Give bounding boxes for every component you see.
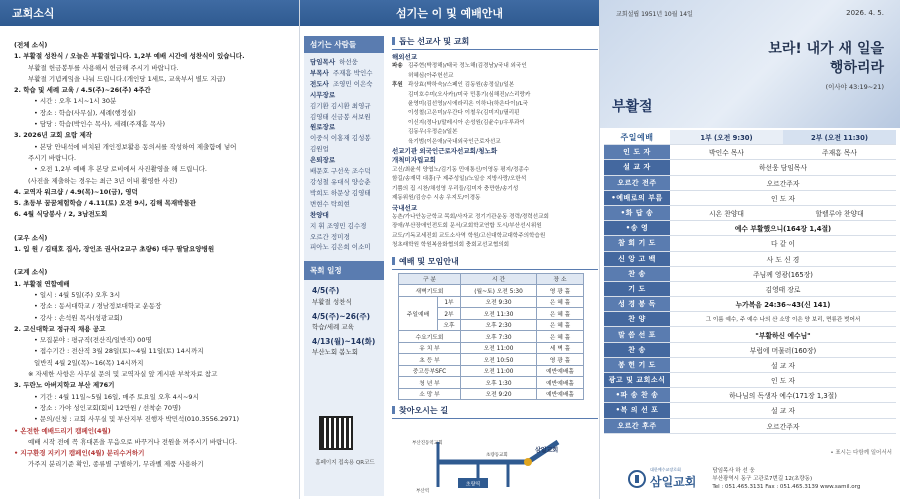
minister-row [310,232,380,243]
news-line: 3. 두란노 아버지학교 부산 제76기 [14,381,115,390]
minister-row [310,57,380,68]
minister-row [310,79,380,90]
bulletin-date: 2026. 4. 5. [846,9,884,17]
meeting-time: 오전 11:00 [461,365,537,377]
mission-row [392,128,598,137]
worship-item-label: •복 의 선 포 [604,403,670,417]
news-line: • 장소 : 동서대학교 / 경남정보대학교 운동장 [34,302,162,311]
worship-row [604,191,896,206]
ministers-title: 섬기는 사람들 [304,36,384,53]
minister-role: 전도사 [310,79,329,88]
worship-row [604,160,896,175]
ministers-list [304,53,384,253]
service-2: 2부 (오전 11:30) [783,130,896,144]
worship-item-label: 성 경 봉 독 [604,297,670,311]
worship-item-label: •화 답 송 [604,206,670,220]
directions-map [398,432,588,494]
bulletin-title [768,40,884,78]
mission-names: 곽상효(박하숙)/스페인 김동원(송정실)/일본 [408,82,515,89]
meeting-name: 초 등 부 [399,354,461,366]
news-line: 가주지 분리기준 확인, 종류별 구별하기, 무라벨 제품 사용하기 [28,460,204,469]
worship-info-header: 섬기는 이 및 예배안내 [300,0,599,26]
mission-row [392,138,598,147]
schedule-event: 부활절 성찬식 [312,297,352,306]
worship-item-label: 찬 송 [604,343,670,357]
news-line: • 일시 : 4월 5일(주) 오후 3시 [34,290,121,299]
worship-item-label: 설 교 자 [604,160,670,174]
mission-type: 파송 [392,63,403,70]
news-line: (사진을 제출하는 경우는 최근 3년 이내 촬영한 사진) [28,176,178,185]
worship-row [604,176,896,191]
worship-item-value: 인 도 자 [770,377,796,386]
missions-title: 돕는 선교사 및 교회 [392,36,598,50]
mission-type [392,119,408,128]
mission-names: 김미호수미(오사카)/미국 민흥기(심해진)/스리랑카 [408,91,531,98]
worship-item-label: 찬 양 [604,312,670,326]
worship-item-value: 하나님의 독생자 예수(171장 1,3절) [729,392,837,401]
worship-item-value: 사 도 신 경 [766,255,800,264]
minister-row [310,242,380,253]
meeting-time: 오전 9:20 [461,388,537,400]
minister-role: 담임목사 [310,58,336,66]
worship-item-value: 박인수 목사 [709,149,744,158]
news-line [14,221,287,227]
news-line: • 담당 : 학습(박인수 목사), 세례(주재흠 목사) [34,120,166,129]
worship-item-value: 오르간주자 [766,422,800,431]
news-line: • 장소 : 가야 성인교회(회비 12만원 / 선착순 70명) [34,403,181,412]
worship-item-value: 할렐루야 찬양대 [815,210,864,219]
table-row [399,365,584,377]
worship-row [604,312,896,327]
mission-names: 이신지(정나)/말레시아 손성원(김윤수)/우루과이 [408,119,525,126]
table-row [399,296,584,308]
mission-row [392,62,598,71]
table-row [399,388,584,400]
bulletin-number: 교회설립 1951년 10월 14일 [616,11,693,18]
domestic-mission-line: 청초래학원 학원복음화협의회 충회교선교협의회 [392,242,510,249]
minister-names: 이중식 이홍재 김성봉 [310,134,371,143]
worship-row [604,388,896,403]
meeting-place: 세 벽 홀 [537,342,584,354]
worship-row [604,403,896,418]
minister-role: 원로장로 [310,123,336,132]
worship-item-label: 신 앙 고 백 [604,252,670,266]
meeting-title: 예배 및 모임안내 [392,256,598,270]
schedule-date: 4/5(주) [312,286,340,296]
worship-item-label: 참 회 기 도 [604,236,670,250]
schedule-date: 4/5(주)~26(주) [312,311,371,321]
mission-row [392,109,598,118]
worship-item-value: 오르간주자 [766,179,800,188]
meeting-place: 은 혜 홀 [537,331,584,343]
news-line: • 기간 : 4월 11일~5월 16일, 매주 토요일 오후 4시~9시 [34,392,199,401]
meeting-name: 새벽기도회 [399,285,461,297]
worship-item-value: 하선웅 담임목사 [758,164,808,173]
worship-row [604,267,896,282]
news-line: ※ 자세한 사항은 사무실 문의 및 교역자실 앞 게시판 부착자료 참고 [28,370,218,379]
meeting-time: 오전 11:00 [461,342,537,354]
schedule-title: 목회 일정 [304,261,384,280]
pastor-name: 담임목사 하 선 웅 [712,467,755,474]
schedule-date: 4/13(월)~14(화) [312,336,376,346]
worship-header-row [604,130,896,145]
worship-item-value: 설 교 자 [770,407,796,416]
mission-row [392,72,598,81]
worship-row [604,343,896,358]
minister-row [310,101,380,112]
mission-names: 육기범(이은애)/국내외국인근로자선교 [408,138,501,145]
map-church-dot [524,458,532,466]
meeting-time: (월~토) 오전 5:30 [461,285,537,297]
missions-category: 해외선교 [392,53,418,61]
missions-category: 개척미자립교회 [392,156,436,165]
mission-type: 후원 [392,82,403,89]
worship-item-value: 누가복음 24:36~43(신 141) [735,301,831,310]
minister-names: 박희도 하문상 김영태 [310,188,371,197]
schedule-event: 학습/세례 교육 [312,323,354,332]
mission-names: 윤영미(김선영)/시에라리온 이하나(하은다이)/L국 [408,101,529,108]
church-logo-icon [628,470,646,488]
news-body [0,26,299,471]
minister-row [310,199,380,210]
news-line: • 오전 1,2부 예배 후 본당 로비에서 사진촬영을 해 드립니다. [34,165,207,174]
worship-item-value: 시온 찬양대 [709,210,744,219]
worship-item-label: 봉 헌 기 도 [604,358,670,372]
meeting-time: 오전 10:50 [461,354,537,366]
worship-row [604,252,896,267]
news-header: 교회소식 [0,0,299,26]
worship-item-label: 오르간 후주 [604,419,670,433]
meeting-place: 은 혜 홀 [537,308,584,320]
news-line: 3. 2026년 교회 요람 제작 [14,131,93,140]
church-logo [628,467,696,490]
mission-type [392,91,408,100]
meeting-name: 유 치 부 [399,342,461,354]
mission-type [392,100,408,109]
meeting-time: 오후 2:30 [461,319,537,331]
mission-row [392,100,598,109]
minister-row [310,144,380,155]
news-line: 부활절 헌금봉투를 사용해서 헌금해 주시기 바랍니다. [28,63,179,72]
news-line: 2. 고신대학교 정규직 채용 공고 [14,324,106,333]
worship-item-value: 김영태 장로 [765,285,801,294]
church-plant-line: 기쁨의 집 시찬/채성영 우리들/김미자 충만한/송기성 [392,185,519,192]
news-line: 1. 부활절 연합예배 [14,279,70,288]
worship-row [604,358,896,373]
minister-names: 지 휘 조영민 김수경 [310,221,367,230]
news-line: • 강사 : 손석원 목사(성광교회) [34,313,123,322]
minister-row [310,122,380,133]
worship-item-label: 인 도 자 [604,145,670,159]
map-church: 삼일교회 [535,447,559,454]
meeting-name: 수요기도회 [399,331,461,343]
worship-row [604,419,896,434]
meeting-part: 2부 [437,308,460,320]
feast-name: 부활절 [612,99,653,115]
meeting-col-header: 시 간 [461,273,537,285]
meeting-name: 청 년 부 [399,377,461,389]
news-line: 1. 부활절 성찬식 / 오늘은 부활절입니다. 1,2부 예배 시간에 성찬식이 있습니다. [14,52,245,61]
meeting-place: 영 광 홀 [537,354,584,366]
mission-type [392,128,408,137]
map-station: 초량역 [465,481,481,488]
qr-code-icon[interactable] [319,416,353,450]
minister-names: 변현수 탁희현 [310,199,350,208]
title-line-2: 행하리라 [829,60,884,76]
mission-row [392,81,598,90]
minister-row [310,221,380,232]
worship-item-label: 기 도 [604,282,670,296]
map-title: 찾아오시는 길 [392,405,598,419]
address: 부산광역시 동구 고관로7번길 12(초량동) [712,475,813,482]
worship-item-label: 찬 송 [604,267,670,281]
mission-org: 선교기관 외국인근로자선교회/청노화 [392,147,498,156]
mission-names: 김주현(박정해)/태국 정노해(김경남)/국내 외국인 [408,63,527,70]
news-line: 부활절 기념케잌을 나눠 드립니다.(개인당 1세트, 교육부서 별도 지급) [28,74,226,83]
table-row [399,331,584,343]
schedule-list [304,280,384,358]
meeting-part: 오후 [437,319,460,331]
worship-item-value: 그 이름 예수, 주 예수 나의 산 소망 이은 양 보리, 면류관 벗어서 [705,317,861,324]
minister-role: 시무장로 [310,90,336,99]
missions-body [392,53,598,251]
domestic-mission-line: 교도/기독교세진회 교도소사역 학원/고신대학교대학주의학습원 [392,232,546,239]
minister-row [310,210,380,221]
worship-row [604,327,896,342]
church-address [712,467,860,491]
meeting-col-header: 구 분 [399,273,461,285]
worship-item-value: 인 도 자 [770,194,796,203]
minister-row [310,155,380,166]
standing-note: • 표시는 다함께 일어서서 [830,450,892,456]
minister-row [310,68,380,79]
mission-names: 허혜심(아주헌선교 [408,72,454,79]
meeting-table [398,273,584,401]
minister-row [310,188,380,199]
worship-item-label: 오르간 전주 [604,176,670,190]
news-column [0,0,300,499]
worship-item-label: •파 송 찬 송 [604,388,670,402]
mission-names: 김동우(우정순)/일본 [408,129,458,136]
news-line: 5. 초등부 꿈꿈체험학습 / 4.11(토) 오전 9시, 김해 목재박물관 [14,199,197,208]
news-line: 2. 학습 및 세례 교육 / 4.5(주)~26(주) 4주간 [14,86,151,95]
minister-names: 김영태 신금봉 서보원 [310,112,371,121]
church-plant-line: 제동위원/김승수 시송 우지도/이경동 [392,195,481,202]
meeting-place: 은 혜 홀 [537,296,584,308]
news-line: • 문의/신청 : 교회 사무실 및 부산지부 진행자 박민석(010.3556.2971) [34,415,240,424]
meeting-part: 1부 [437,296,460,308]
worship-row [604,236,896,251]
worship-row [604,206,896,221]
church-plant-line: 고신/최윤석 양엽노/김기동 민애통신/이영동 평지/정종수 [392,166,530,173]
domestic-mission-line: 장애/부산장애인전도회 문서/교회학교연합 도시/부산선시위원 [392,223,542,230]
meeting-place: 영 광 홀 [537,285,584,297]
minister-row [310,112,380,123]
meeting-time: 오후 7:30 [461,331,537,343]
minister-names: 조영민 이은숙 [332,79,373,88]
worship-item-value: 부럽에 머물러(160장) [749,346,817,355]
church-plant-line: 함길/송재덕 대흥(구 제주성일)/노일승 지방사랑/오한석 [392,176,527,183]
table-row [399,285,584,297]
church-name: 삼일교회 [650,475,697,489]
worship-row [604,221,896,236]
news-line: (교우 소식) [14,233,48,242]
worship-item-value: 다 같 이 [770,240,796,249]
worship-item-label: 말 씀 선 포 [604,327,670,341]
minister-row [310,166,380,177]
meeting-place: 예반예배홀 [537,388,584,400]
meeting-place: 예반예배홀 [537,377,584,389]
worship-item-value: 주님께 영광(165장) [753,270,813,279]
minister-role: 은퇴장로 [310,156,336,165]
domestic-mission-line: 농촌/가나안농군학교 목회/사자교 정기기관운동 경력/경력선교회 [392,213,549,220]
minister-names: 김원업 [310,145,329,154]
news-line: 1. 입 원 / 김태호 집사, 장인조 권사(2교구 초량6) 대구 팔달요양병원 [14,245,215,254]
worship-item-value: 설 교 자 [770,361,796,370]
news-line: • 지구환경 지키기 캠페인(4월) 분리수거하기 [14,449,145,458]
meeting-name: 소 망 부 [399,388,461,400]
minister-names: 오르간 정미경 [310,232,350,241]
news-line: • 접수기간 : 전산직 3월 28일(토)~4월 11일(토) 14시까지 [34,347,204,356]
news-line: • 장소 : 학습(사무실), 세례(행정실) [34,108,136,117]
minister-names: 강성철 유대식 양승춘 [310,177,371,186]
meeting-name: 주일예배 [399,296,438,331]
meeting-name: 중고등부SFC [399,365,461,377]
news-line: 6. 4월 식당봉사 / 2, 3남전도회 [14,210,108,219]
minister-names: 피아노 김은희 이소미 [310,243,371,252]
worship-item-value: 주재흠 목사 [822,149,857,158]
minister-names: 배문호 구선욱 조수덕 [310,167,371,176]
minister-row [310,133,380,144]
news-line: (교계 소식) [14,268,48,277]
contact: Tel : 051.465.3131 Fax : 051.465.3139 www.samil.org [712,483,861,490]
church-footer [600,458,900,499]
news-line: 주시기 바랍니다. [28,153,77,162]
worship-row [604,282,896,297]
news-line: 일반직 4월 2일(목)~16(목) 14시까지 [34,358,144,367]
worship-label: 주일예배 [604,130,670,144]
mission-type [392,138,408,147]
minister-role: 찬양대 [310,210,329,219]
service-1: 1부 (오전 9:30) [670,130,783,144]
worship-row [604,373,896,388]
news-line: • 모집분야 : 평규직(전산직/일반직) 00명 [34,336,152,345]
meeting-time: 오전 9:30 [461,296,537,308]
map-label-1: 부산진동역교회 [412,441,443,446]
meeting-place: 예반예배홀 [537,365,584,377]
worship-item-value: "부활하신 예수님" [755,331,811,340]
meeting-place: 은 혜 홀 [537,319,584,331]
worship-item-label: 광고 및 교회소식 [604,373,670,387]
table-row [399,354,584,366]
map-label-3: 부산역 [416,489,430,494]
map-label-2: 초량동교회 [486,453,508,458]
meeting-time: 오후 1:30 [461,377,537,389]
worship-row [604,145,896,160]
table-row [399,342,584,354]
news-line: (전체 소식) [14,41,48,49]
title-line-1: 보라! 내가 새 일을 [768,41,884,57]
worship-item-value: 예수 부활했으니(164장 1,4절) [734,225,832,234]
worship-item-label: •예배로의 부름 [604,191,670,205]
meeting-time: 오전 11:30 [461,308,537,320]
news-line: • 온전한 예배드리기 캠페인(4월) [14,426,111,435]
mission-type [392,109,408,118]
table-row [399,377,584,389]
worship-order-table [604,130,896,434]
qr-caption: 홈페이지 접속용 QR코드 [315,460,375,466]
missions-category: 국내선교 [392,203,418,212]
news-line [14,255,287,261]
scripture-reference: (이사야 43:19~21) [825,83,884,91]
mission-row [392,91,598,100]
minister-row [310,177,380,188]
minister-row [310,90,380,101]
news-line: 예배 시작 전에 꼭 휴대폰을 무음으로 바꾸거나 전원을 꺼주시기 바랍니다. [28,437,238,446]
mission-type [392,72,408,81]
news-line: 4. 교역자 워크샵 / 4.9(목)~10(금), 영덕 [14,187,138,196]
worship-item-label: •송 영 [604,221,670,235]
schedule-event: 부산노회 봄노회 [312,348,359,357]
mission-row [392,119,598,128]
news-line: • 본당 안내석에 비치된 개인정보활용 동의서를 작성하여 제출함에 넣어 [34,142,237,151]
denomination: 대한예수교장로회 [650,467,681,472]
worship-row [604,297,896,312]
missions-section [392,36,598,422]
mission-names: 이성철(고은미)/우간다 이철우(김미지)/필리핀 [408,110,520,117]
news-line: • 시간 : 오후 1시~1시 30분 [34,97,117,106]
meeting-col-header: 장 소 [537,273,584,285]
minister-names: 주재흠 박인수 [332,68,373,77]
minister-role: 부목사 [310,68,329,77]
minister-names: 하선웅 [339,58,358,66]
minister-names: 김기환 김시환 최영규 [310,101,371,110]
